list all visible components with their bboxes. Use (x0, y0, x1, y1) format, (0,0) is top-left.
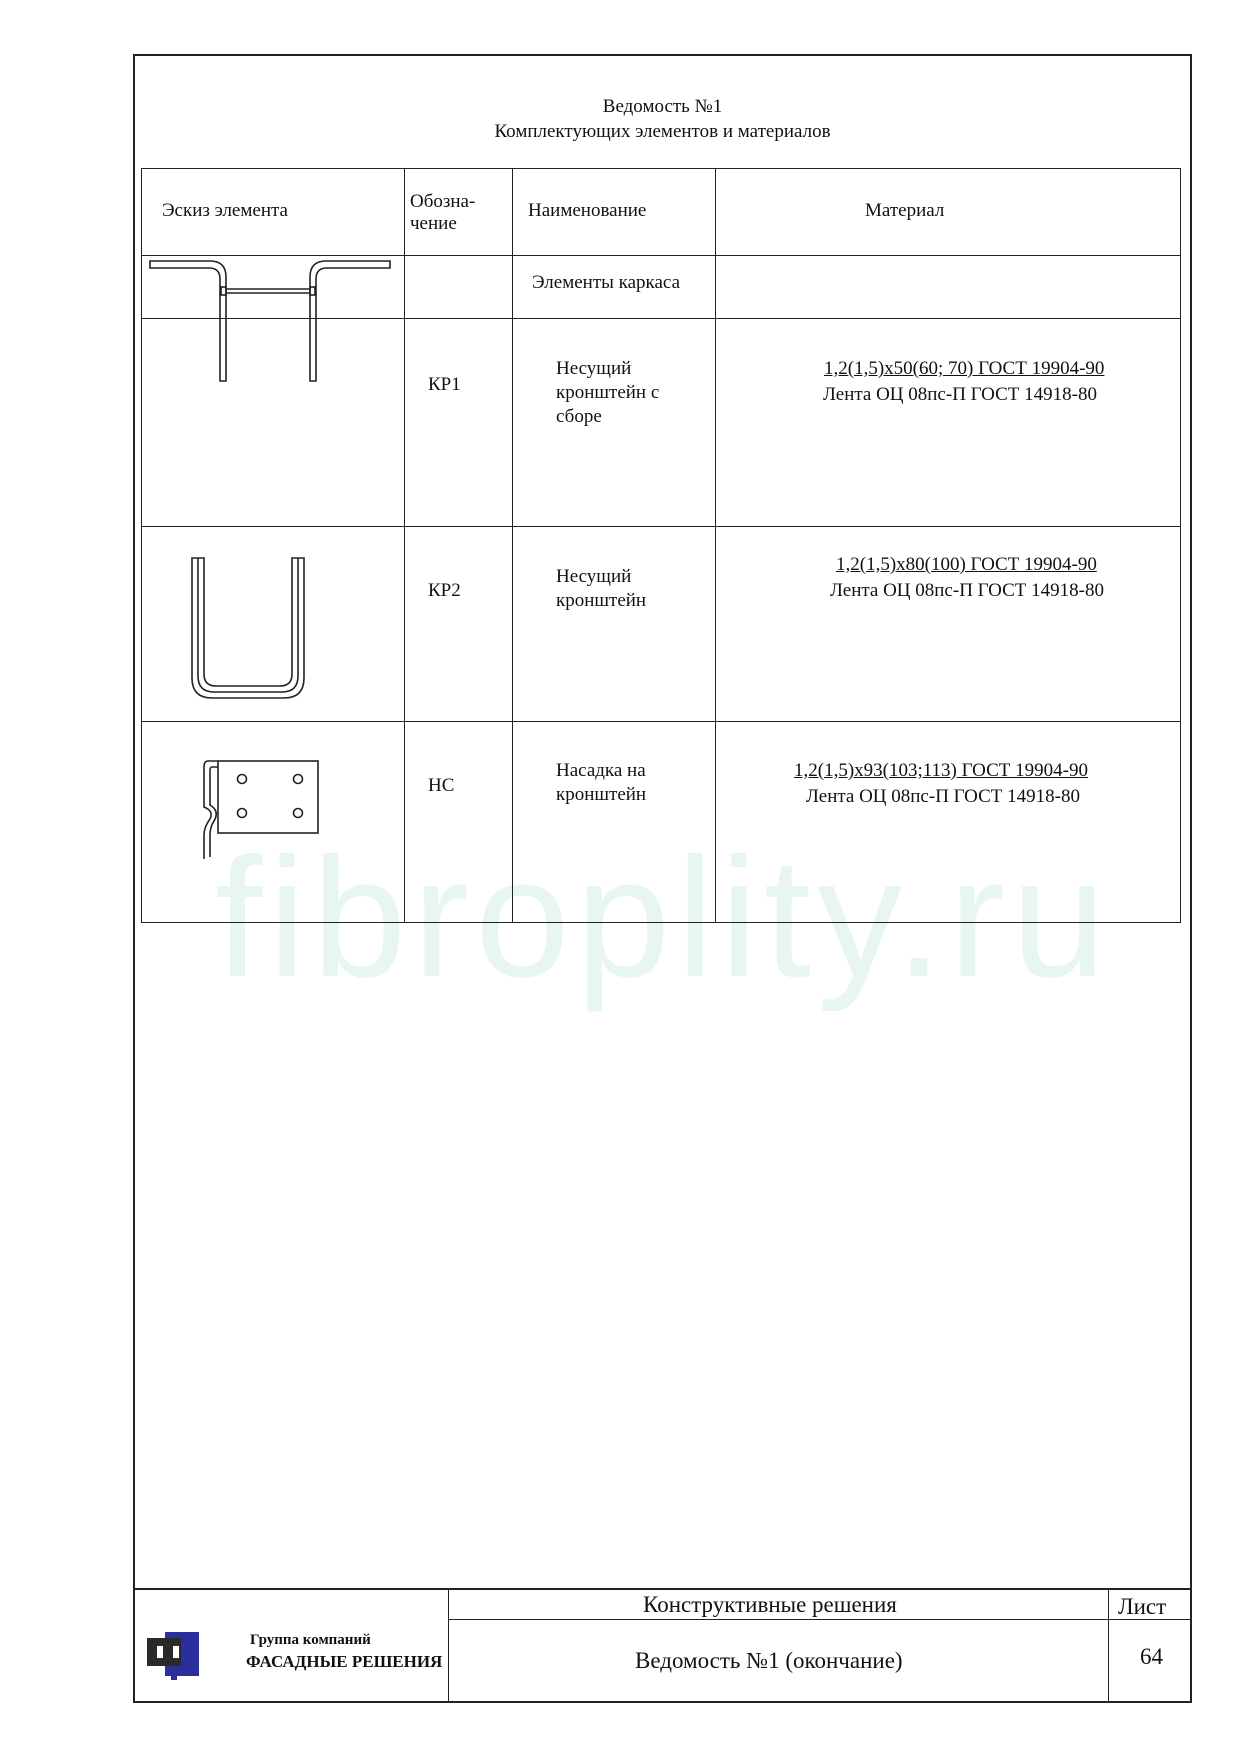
element-name: Несущий кронштейн с сборе (556, 358, 660, 427)
material-spec: Лента ОЦ 08пс-П ГОСТ 14918-80 (806, 786, 1080, 807)
title-block (133, 1588, 1192, 1703)
element-name: Несущий кронштейн (556, 566, 647, 611)
stamp-divider (448, 1619, 1192, 1620)
material-spec: Лента ОЦ 08пс-П ГОСТ 14918-80 (830, 580, 1104, 601)
stamp-divider (1108, 1590, 1109, 1703)
page-subtitle: Комплектующих элементов и материалов (494, 121, 831, 142)
section-label: Элементы каркаса (532, 272, 681, 293)
bracket-assembly-icon (148, 219, 398, 504)
column-header-material: Материал (865, 200, 945, 221)
document-title: Ведомость №1 (окончание) (635, 1648, 903, 1673)
column-header-sketch: Эскиз элемента (162, 200, 288, 221)
column-header-code: Обозна- чение (410, 191, 476, 234)
material-spec: 1,2(1,5)х50(60; 70) ГОСТ 19904-90 (824, 358, 1105, 379)
row-divider (142, 526, 1180, 527)
u-bracket-icon (190, 556, 320, 706)
column-header-name: Наименование (528, 200, 647, 221)
company-name-line2: ФАСАДНЫЕ РЕШЕНИЯ (246, 1652, 443, 1671)
column-divider (404, 169, 405, 922)
company-logo-icon (143, 1628, 203, 1684)
material-spec: 1,2(1,5)х80(100) ГОСТ 19904-90 (836, 554, 1097, 575)
element-code: НС (428, 775, 455, 796)
element-code: КР2 (428, 580, 461, 601)
project-title: Конструктивные решения (643, 1592, 897, 1617)
table-row (148, 219, 398, 509)
element-name: Насадка на кронштейн (556, 760, 647, 805)
table-row (190, 556, 320, 711)
material-spec: Лента ОЦ 08пс-П ГОСТ 14918-80 (823, 384, 1097, 405)
watermark: fibroplity.ru (215, 823, 1112, 1013)
material-spec: 1,2(1,5)х93(103;113) ГОСТ 19904-90 (794, 760, 1088, 781)
page-title: Ведомость №1 (602, 96, 723, 117)
sheet-label: Лист (1118, 1594, 1167, 1619)
bracket-nozzle-icon (202, 757, 322, 867)
company-name-line1: Группа компаний (250, 1632, 371, 1648)
element-code: КР1 (428, 374, 461, 395)
column-divider (715, 169, 716, 922)
sheet-number: 64 (1140, 1644, 1163, 1669)
table-row (202, 757, 322, 872)
column-divider (512, 169, 513, 922)
row-divider (142, 721, 1180, 722)
components-table (141, 168, 1181, 923)
stamp-divider (448, 1590, 449, 1703)
